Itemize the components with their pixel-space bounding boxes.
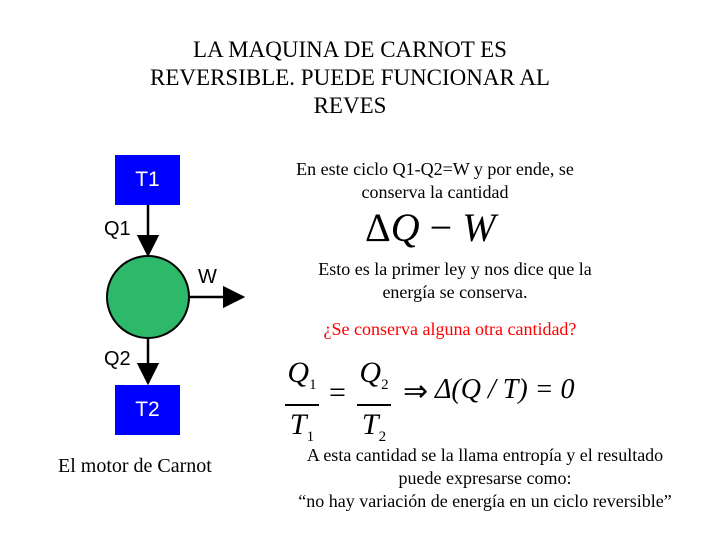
heat-in-label: Q1	[104, 218, 131, 240]
question-text: ¿Se conserva alguna otra cantidad?	[323, 319, 577, 339]
eq-minus: −	[429, 205, 453, 250]
fraction-bar	[285, 404, 319, 406]
numerator-q2: $Q_2$	[359, 356, 389, 393]
numerator-q1: $Q_1$	[287, 356, 317, 393]
entropy-equation	[285, 356, 605, 445]
equals-sign: =	[329, 376, 346, 409]
fraction-q1-t1	[285, 356, 319, 454]
first-law-equation	[365, 205, 496, 251]
eq-w: W	[462, 205, 496, 250]
work-label: W	[198, 266, 217, 288]
page-title: LA MAQUINA DE CARNOT ES REVERSIBLE. PUEDE FUNCIONAR AL REVES	[150, 37, 550, 118]
entropy-delta-expression: Δ(Q / T) = 0	[435, 374, 575, 405]
denominator-t2: $T_2$	[361, 408, 387, 445]
implies-arrow: ⇒	[403, 375, 429, 408]
eq-q: Q	[390, 205, 420, 250]
heat-out-label: Q2	[104, 348, 131, 370]
fraction-q2-t2	[357, 356, 391, 454]
hot-reservoir-box: T1	[115, 155, 180, 205]
entropy-text: A esta cantidad se la llama entropía y el resultado puede expresarse como: “no hay variación de energía en un ciclo reversible”	[298, 445, 672, 511]
cold-reservoir-box: T2	[115, 385, 180, 435]
fraction-bar	[357, 404, 391, 406]
cycle-text: En este ciclo Q1-Q2=W y por ende, se conserva la cantidad	[296, 159, 574, 202]
delta-symbol: Δ	[365, 205, 391, 250]
denominator-t1: $T_1$	[289, 408, 315, 445]
diagram-caption: El motor de Carnot	[58, 455, 212, 477]
engine-circle	[107, 256, 189, 338]
conservation-text: Esto es la primer ley y nos dice que la energía se conserva.	[318, 259, 592, 302]
